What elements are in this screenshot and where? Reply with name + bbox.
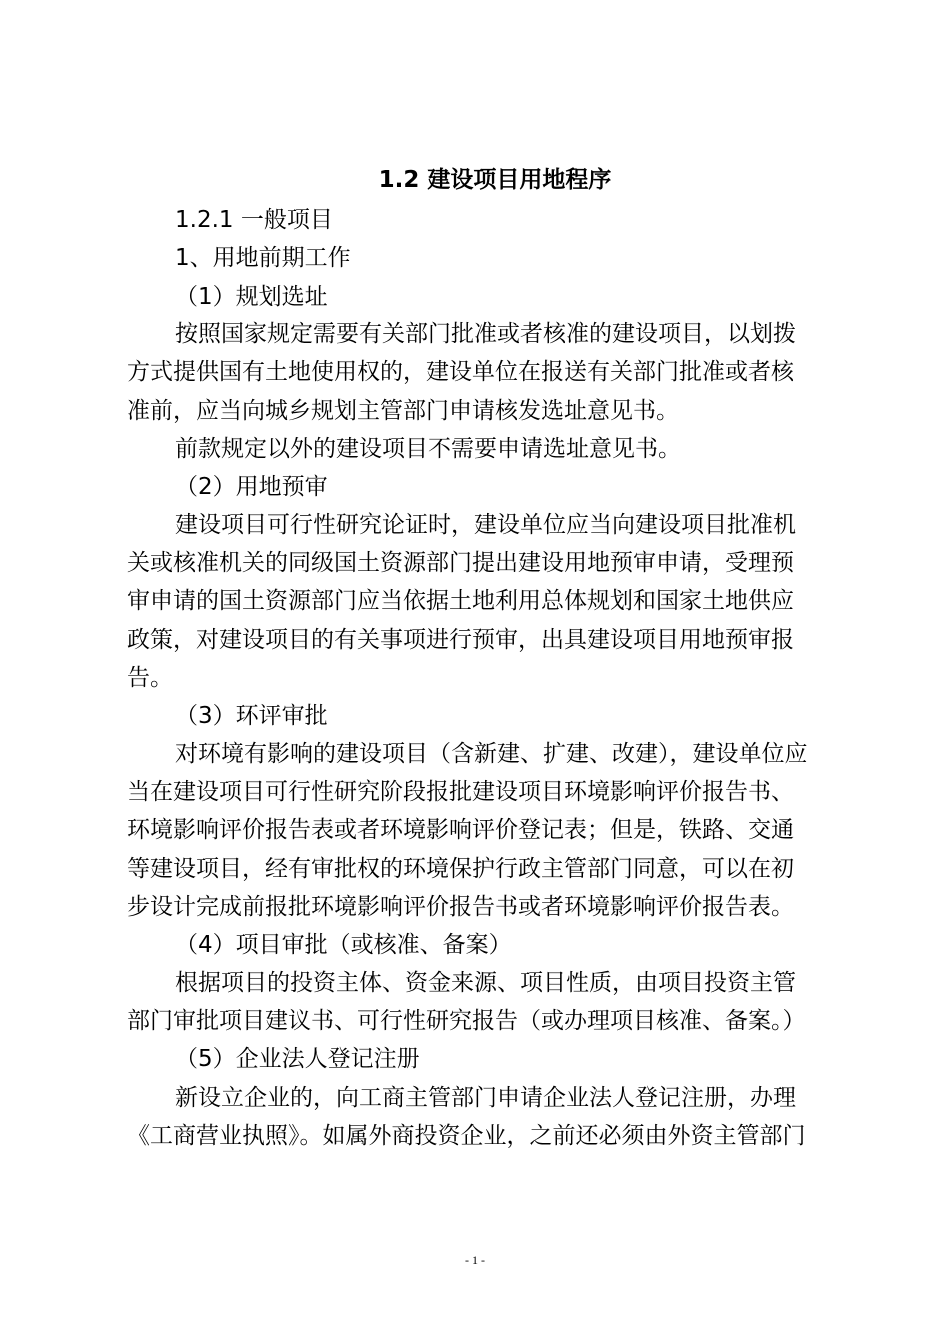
page-number: - 1 - xyxy=(465,1253,485,1267)
paragraph-line: 政策，对建设项目的有关事项进行预审，出具建设项目用地预审报 xyxy=(127,627,794,653)
paragraph-line: 步设计完成前报批环境影响评价报告书或者环境影响评价报告表。 xyxy=(127,894,794,920)
paragraph-line: 准前，应当向城乡规划主管部门申请核发选址意见书。 xyxy=(127,398,679,424)
section-title: 1.2 建设项目用地程序 xyxy=(378,167,612,193)
paragraph-line: 方式提供国有土地使用权的，建设单位在报送有关部门批准或者核 xyxy=(127,359,794,385)
paragraph-line: 建设项目可行性研究论证时，建设单位应当向建设项目批准机 xyxy=(175,512,796,538)
paragraph-line: 对环境有影响的建设项目（含新建、扩建、改建），建设单位应 xyxy=(175,741,808,767)
paragraph-line: 部门审批项目建议书、可行性研究报告（或办理项目核准、备案。） xyxy=(127,1008,806,1034)
paragraph-line: 审申请的国土资源部门应当依据土地利用总体规划和国家土地供应 xyxy=(127,588,794,614)
item-heading: （4）项目审批（或核准、备案） xyxy=(175,932,512,958)
paragraph-line: 当在建设项目可行性研究阶段报批建设项目环境影响评价报告书、 xyxy=(127,779,794,805)
subsection-heading: 1.2.1 一般项目 xyxy=(175,207,333,233)
paragraph-line: 关或核准机关的同级国土资源部门提出建设用地预审申请，受理预 xyxy=(127,550,794,576)
paragraph-line: 等建设项目，经有审批权的环境保护行政主管部门同意，可以在初 xyxy=(127,856,794,882)
paragraph-line: 前款规定以外的建设项目不需要申请选址意见书。 xyxy=(175,436,681,462)
paragraph-line: 《工商营业执照》。如属外商投资企业，之前还必须由外资主管部门 xyxy=(127,1123,806,1149)
list-heading: 1、用地前期工作 xyxy=(175,245,351,271)
paragraph-line: 新设立企业的，向工商主管部门申请企业法人登记注册，办理 xyxy=(175,1085,796,1111)
paragraph-line: 按照国家规定需要有关部门批准或者核准的建设项目，以划拨 xyxy=(175,321,796,347)
item-heading: （5）企业法人登记注册 xyxy=(175,1046,420,1072)
item-heading: （1）规划选址 xyxy=(175,284,328,310)
paragraph-line: 环境影响评价报告表或者环境影响评价登记表；但是，铁路、交通 xyxy=(127,817,794,843)
item-heading: （2）用地预审 xyxy=(175,474,328,500)
item-heading: （3）环评审批 xyxy=(175,703,328,729)
paragraph-line: 告。 xyxy=(127,665,173,691)
paragraph-line: 根据项目的投资主体、资金来源、项目性质，由项目投资主管 xyxy=(175,970,796,996)
